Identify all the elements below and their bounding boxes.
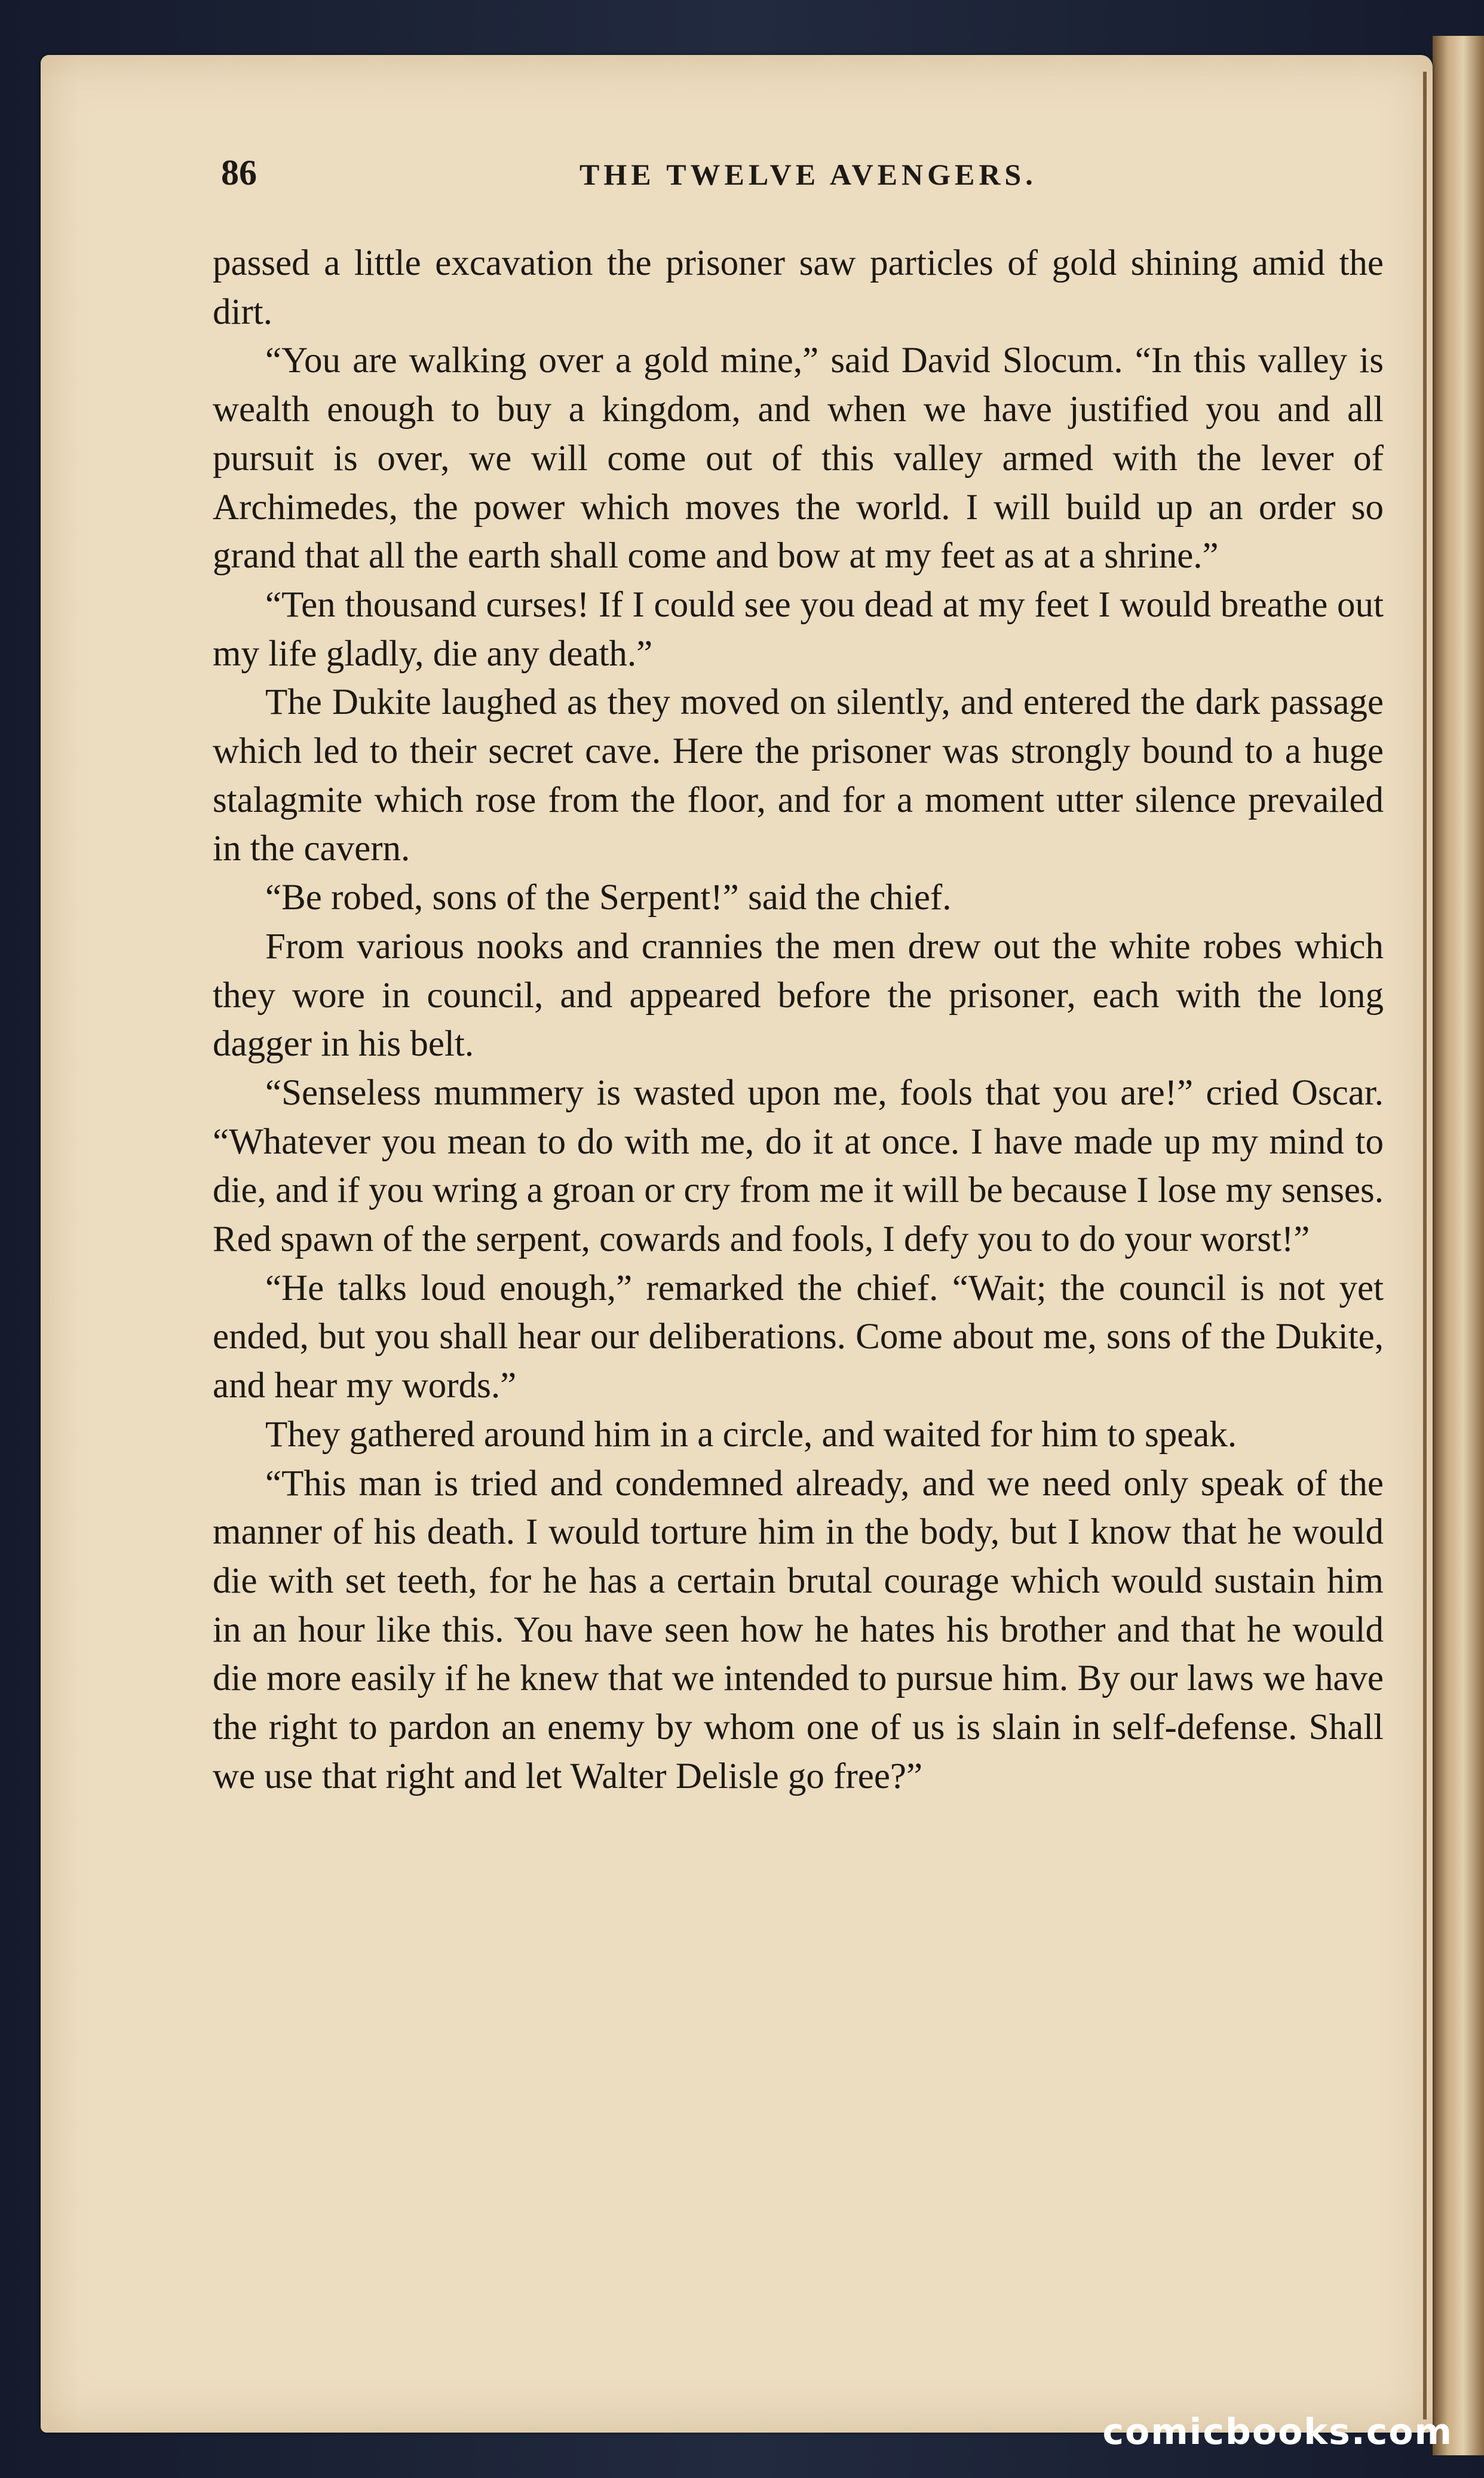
paragraph-8: “He talks loud enough,” remarked the chief. “Wait; the council is not yet ended, but you shall hear our deliberations. Come about me, sons of the Dukite, and hear my words.” <box>213 1268 1384 1406</box>
paragraph-2: “You are walking over a gold mine,” said David Slocum. “In this valley is wealth enough to buy a kingdom, and when we have justified you and all pursuit is over, we will come out of this valley armed with the lever of Archimedes, the power which moves the world. I will build up an order so grand that all the earth shall come and bow at my feet as at a shrine.” <box>213 341 1384 576</box>
page-fold-line <box>1423 72 1427 2419</box>
paragraph-5: “Be robed, sons of the Serpent!” said the chief. <box>265 878 952 918</box>
paragraph-7: “Senseless mummery is wasted upon me, fools that you are!” cried Oscar. “Whatever you mean to do with me, do it at once. I have made up my mind to die, and if you wring a groan or cry from me it will be because I lose my senses. Red spawn of the serpent, cowards and fools, I defy you to do your worst!” <box>213 1072 1384 1260</box>
site-watermark: comicbooks.com <box>1102 2411 1453 2453</box>
page-number: 86 <box>221 153 257 192</box>
paragraph-1: passed a little excavation the prisoner saw particles of gold shining amid the dirt. <box>213 243 1384 332</box>
paragraph-10: “This man is tried and condemned already, and we need only speak of the manner of his death. I would torture him in the body, but I know that he would die with set teeth, for he has a certain brutal courage which would sustain him in an hour like this. You have seen how he hates his brother and that he would die more easily if he knew that we intended to pursue him. By our laws we have the right to pardon an enemy by whom one of us is slain in self-defense. Shall we use that right and let Walter Delisle go free?” <box>213 1463 1384 1796</box>
running-title: THE TWELVE AVENGERS. <box>580 158 1037 191</box>
paragraph-3: “Ten thousand curses! If I could see you dead at my feet I would breathe out my life gladly, die any death.” <box>213 584 1384 674</box>
paragraph-6: From various nooks and crannies the men drew out the white robes which they wore in council, and appeared before the prisoner, each with the long dagger in his belt. <box>213 926 1384 1065</box>
running-header <box>221 152 1416 200</box>
book-spine-edge <box>1433 36 1484 2455</box>
paragraph-9: They gathered around him in a circle, and waited for him to speak. <box>265 1414 1237 1455</box>
paragraph-4: The Dukite laughed as they moved on silently, and entered the dark passage which led to their secret cave. Here the prisoner was strongly bound to a huge stalagmite which rose from the floor, and for a moment utter silence prevailed in the cavern. <box>213 682 1384 869</box>
body-text <box>213 239 1384 1801</box>
